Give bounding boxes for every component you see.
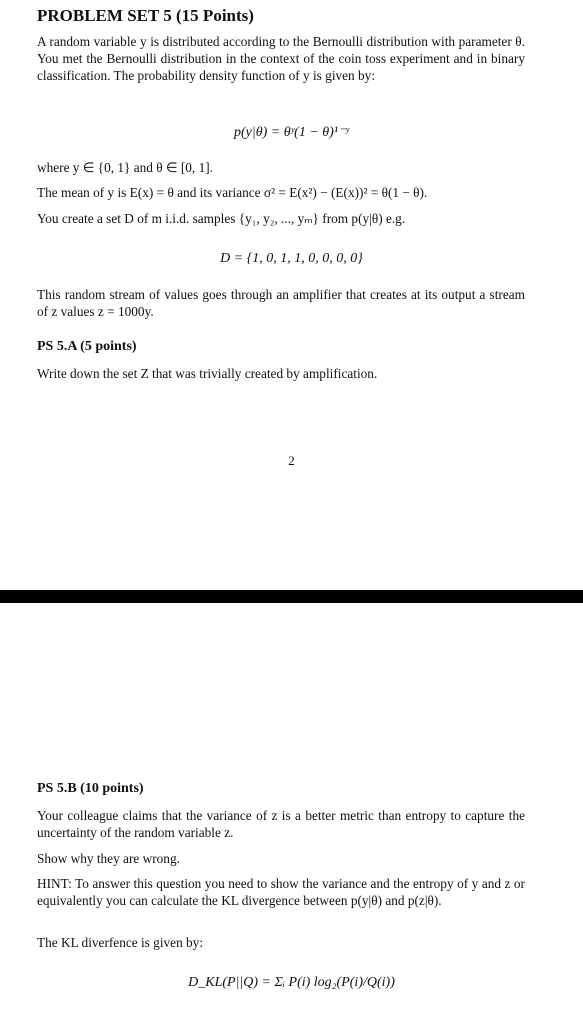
ps5a-text: Write down the set Z that was trivially created by amplification. <box>37 366 378 381</box>
mean-variance-line: The mean of y is E(x) = θ and its variance σ² = E(x²) − (E(x))² = θ(1 − θ). <box>37 185 428 200</box>
intro-paragraph: A random variable y is distributed according to the Bernoulli distribution with parameter θ. You met the Bernoulli distribution in the context of the coin toss experiment and in binary classification. The probability density function of y is given by: <box>37 34 525 83</box>
set-d-equation: D = {1, 0, 1, 1, 0, 0, 0, 0} <box>220 251 363 266</box>
pdf-equation: p(y|θ) = θʸ(1 − θ)¹⁻ʸ <box>234 125 349 140</box>
kl-equation: D_KL(P||Q) = Σᵢ P(i) log₂(P(i)/Q(i)) <box>188 975 395 990</box>
page-number: 2 <box>288 453 295 468</box>
hint-paragraph: HINT: To answer this question you need to show the variance and the entropy of y and z or equivalently you can calculate the KL divergence between p(y|θ) and p(z|θ). <box>37 876 525 908</box>
ps5b-heading: PS 5.B (10 points) <box>37 781 144 796</box>
document-page-2 <box>0 603 583 1024</box>
colleague-paragraph: Your colleague claims that the variance of z is a better metric than entropy to capture the uncertainty of the random variable z. <box>37 808 525 840</box>
amplifier-paragraph: This random stream of values goes through an amplifier that creates at its output a stream of z values z = 1000y. <box>37 287 525 319</box>
show-line: Show why they are wrong. <box>37 851 180 866</box>
kl-intro-line: The KL diverfence is given by: <box>37 935 204 950</box>
samples-line: You create a set D of m i.i.d. samples {y₁, y₂, ..., yₘ} from p(y|θ) e.g. <box>37 211 406 226</box>
where-line: where y ∈ {0, 1} and θ ∈ [0, 1]. <box>37 160 213 175</box>
problem-set-title: PROBLEM SET 5 (15 Points) <box>37 6 254 25</box>
ps5a-heading: PS 5.A (5 points) <box>37 339 137 354</box>
page-divider <box>0 590 583 603</box>
